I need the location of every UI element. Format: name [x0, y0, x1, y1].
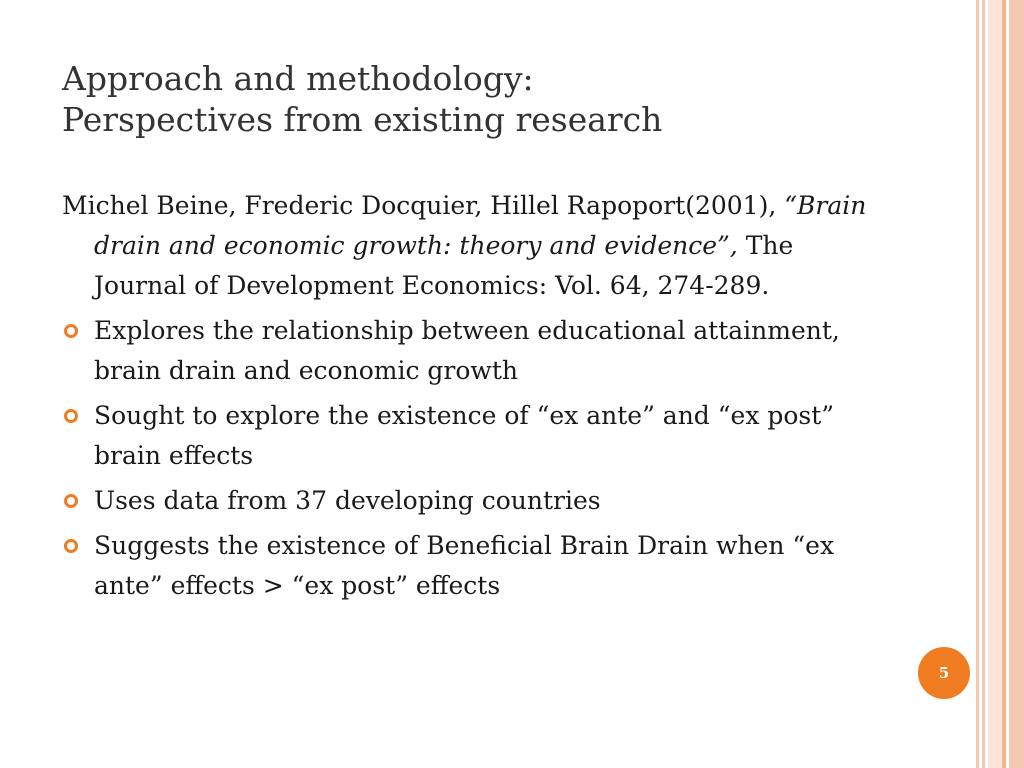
circle-bullet-icon [64, 494, 78, 508]
slide-content [62, 186, 872, 611]
page-number: 5 [938, 664, 950, 682]
title-line-1: Approach and methodology: [62, 59, 534, 98]
bullet-item [62, 396, 872, 476]
circle-bullet-icon [64, 539, 78, 553]
bullet-text: Sought to explore the existence of “ex ante” and “ex post” brain effects [94, 401, 835, 470]
stripe [1002, 0, 1006, 768]
bullet-item [62, 481, 872, 521]
bullet-text: Explores the relationship between educational attainment, brain drain and economic growth [94, 316, 840, 385]
title-line-2: Perspectives from existing research [62, 100, 663, 139]
circle-bullet-icon [64, 409, 78, 423]
decorative-side-stripes [976, 0, 1024, 768]
stripe [982, 0, 985, 768]
slide-title [62, 58, 942, 140]
citation-journal: The Journal of Development Economics: Vol. 64, 274-289. [94, 231, 794, 300]
citation [62, 186, 872, 306]
bullet-item [62, 526, 872, 606]
page-number-badge [918, 647, 970, 699]
citation-paper-title: “Brain drain and economic growth: theory and evidence”, [94, 191, 867, 260]
bullet-text: Uses data from 37 developing countries [94, 486, 601, 515]
circle-bullet-icon [64, 324, 78, 338]
stripe [988, 0, 1002, 768]
bullet-text: Suggests the existence of Beneficial Brain Drain when “ex ante” effects > “ex post” effects [94, 531, 835, 600]
citation-authors: Michel Beine, Frederic Docquier, Hillel Rapoport(2001), [62, 191, 785, 220]
stripe [976, 0, 979, 768]
stripe [1009, 0, 1024, 768]
bullet-item [62, 311, 872, 391]
